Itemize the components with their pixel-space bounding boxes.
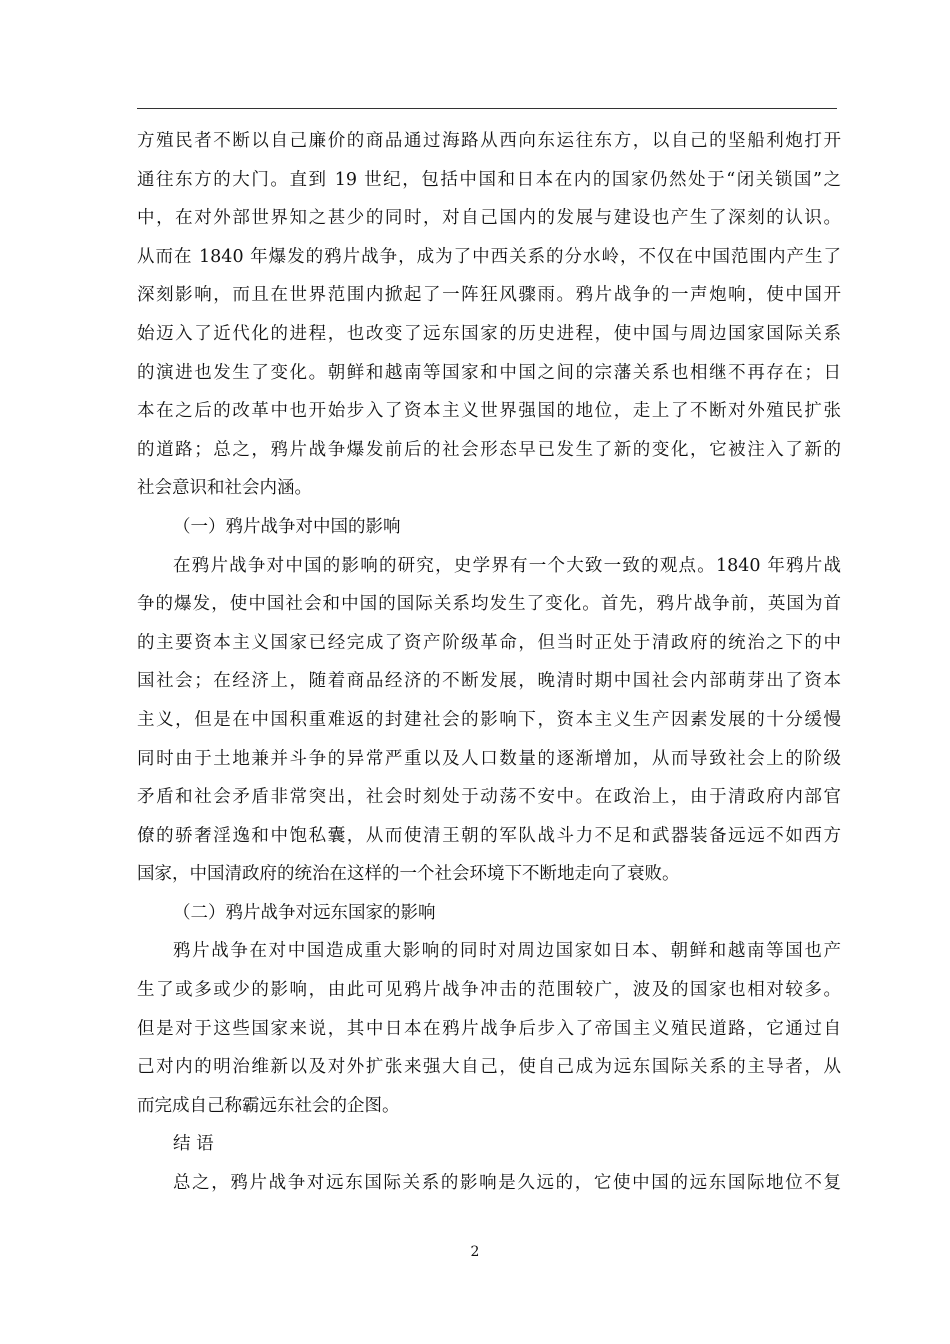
text-line: 的演进也发生了变化。朝鲜和越南等国家和中国之间的宗藩关系也相继不再存在；日 — [137, 362, 841, 383]
header-rule — [137, 108, 837, 109]
text-line: 始迈入了近代化的进程，也改变了远东国家的历史进程，使中国与周边国家国际关系 — [137, 323, 841, 344]
text-line: 同时由于土地兼并斗争的异常严重以及人口数量的逐渐增加，从而导致社会上的阶级 — [137, 748, 841, 769]
text-line: 鸦片战争在对中国造成重大影响的同时对周边国家如日本、朝鲜和越南等国也产 — [173, 941, 841, 962]
text-line: 国家，中国清政府的统治在这样的一个社会环境下不断地走向了衰败。 — [137, 864, 680, 885]
text-line: 的主要资本主义国家已经完成了资产阶级革命，但当时正处于清政府的统治之下的中 — [137, 632, 841, 653]
paragraph — [137, 932, 841, 1125]
text-line: 通往东方的大门。直到 19 世纪，包括中国和日本在内的国家仍然处于“闭关锁国”之 — [137, 169, 841, 190]
section-heading: （一）鸦片战争对中国的影响 — [173, 516, 401, 537]
text-line: 本在之后的改革中也开始步入了资本主义世界强国的地位，走上了不断对外殖民扩张 — [137, 401, 841, 422]
text-line: 僚的骄奢淫逸和中饱私囊，从而使清王朝的军队战斗力不足和武器装备远远不如西方 — [137, 825, 841, 846]
text-line: 从而在 1840 年爆发的鸦片战争，成为了中西关系的分水岭，不仅在中国范围内产生了 — [137, 246, 841, 267]
text-line: 总之，鸦片战争对远东国际关系的影响是久远的，它使中国的远东国际地位不复 — [173, 1173, 841, 1194]
text-line: 在鸦片战争对中国的影响的研究，史学界有一个大致一致的观点。1840 年鸦片战 — [173, 555, 841, 576]
document-body — [137, 122, 841, 1203]
text-line: 己对内的明治维新以及对外扩张来强大自己，使自己成为远东国际关系的主导者，从 — [137, 1057, 841, 1078]
paragraph — [137, 547, 841, 894]
text-line: 主义，但是在中国积重难返的封建社会的影响下，资本主义生产因素发展的十分缓慢 — [137, 709, 841, 730]
paragraph — [137, 1164, 841, 1203]
text-line: 方殖民者不断以自己廉价的商品通过海路从西向东运往东方，以自己的坚船利炮打开 — [137, 131, 841, 151]
section-heading: （二）鸦片战争对远东国家的影响 — [173, 902, 436, 923]
text-line: 生了或多或少的影响，由此可见鸦片战争冲击的范围较广，波及的国家也相对较多。 — [137, 980, 841, 1001]
text-line: 国社会；在经济上，随着商品经济的不断发展，晚清时期中国社会内部萌芽出了资本 — [137, 671, 841, 692]
text-line: 深刻影响，而且在世界范围内掀起了一阵狂风骤雨。鸦片战争的一声炮响，使中国开 — [137, 285, 841, 306]
text-line: 社会意识和社会内涵。 — [137, 478, 312, 499]
text-line: 而完成自己称霸远东社会的企图。 — [137, 1095, 400, 1116]
section-heading: 结 语 — [173, 1134, 214, 1155]
text-line: 矛盾和社会矛盾非常突出，社会时刻处于动荡不安中。在政治上，由于清政府内部官 — [137, 787, 841, 808]
text-line: 的道路；总之，鸦片战争爆发前后的社会形态早已发生了新的变化，它被注入了新的 — [137, 439, 841, 460]
page-number: 2 — [470, 1244, 480, 1260]
text-line: 但是对于这些国家来说，其中日本在鸦片战争后步入了帝国主义殖民道路，它通过自 — [137, 1018, 841, 1039]
text-line: 中，在对外部世界知之甚少的同时，对自己国内的发展与建设也产生了深刻的认识。 — [137, 208, 841, 229]
paragraph — [137, 122, 841, 508]
text-line: 争的爆发，使中国社会和中国的国际关系均发生了变化。首先，鸦片战争前，英国为首 — [137, 594, 841, 615]
